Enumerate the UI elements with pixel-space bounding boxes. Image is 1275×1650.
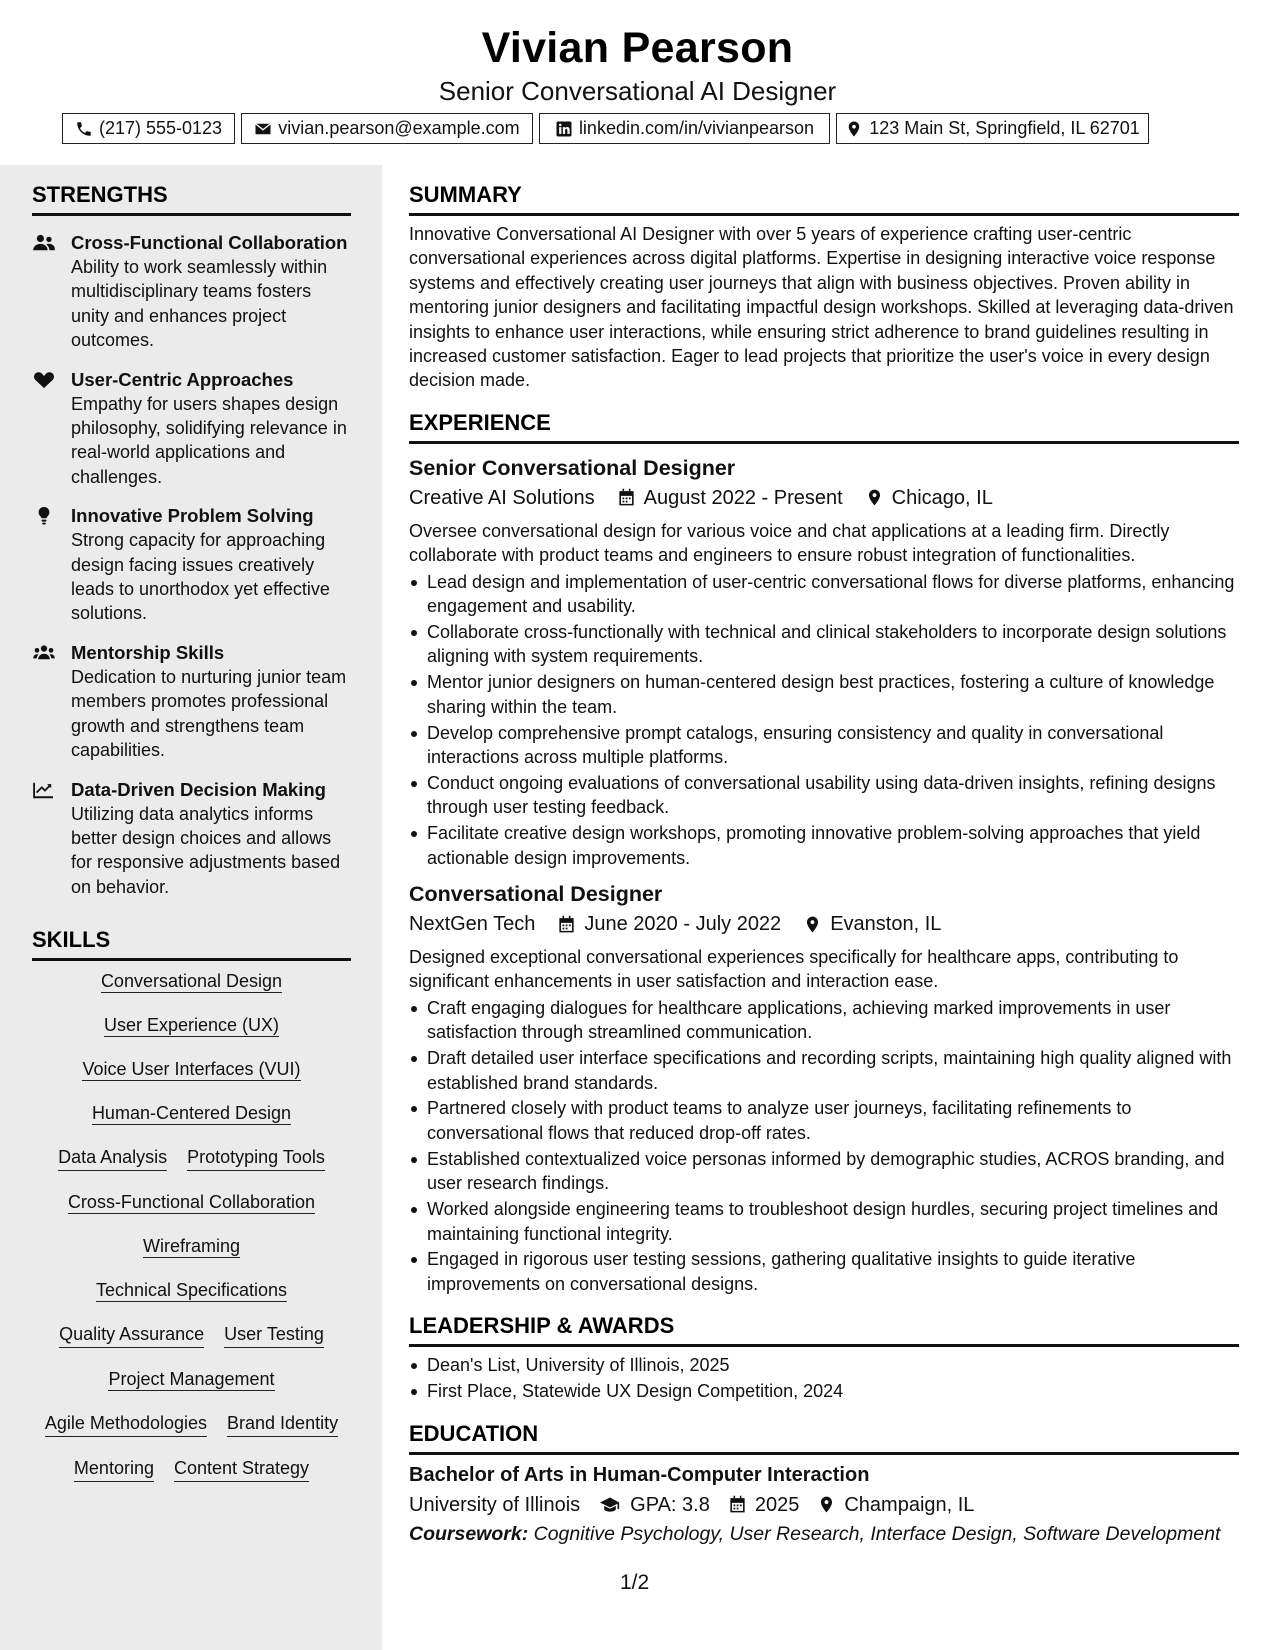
graduation-cap-icon	[598, 1495, 622, 1515]
strength-desc: Utilizing data analytics informs better design choices and allows for responsive adjustments based on behavior.	[71, 803, 341, 897]
job-description: Oversee conversational design for various voice and chat applications at a leading firm. Directly collaborate with product teams and engineers to ensure robust integration of functionalities.	[409, 520, 1170, 566]
strength-item	[32, 778, 351, 900]
list-item: Craft engaging dialogues for healthcare applications, achieving marked improvements in user satisfaction through streamlined communication.	[409, 996, 1239, 1045]
list-item: Develop comprehensive prompt catalogs, ensuring consistency and quality in conversational interactions across multiple platforms.	[409, 721, 1239, 770]
job-location: Evanston, IL	[830, 913, 942, 936]
skill-tag: Agile Methodologies	[45, 1411, 207, 1437]
skill-row	[32, 1101, 351, 1126]
list-item: Facilitate creative design workshops, promoting innovative problem-solving approaches that yield actionable design improvements.	[409, 821, 1239, 870]
skills-list	[32, 969, 351, 1501]
resume-header	[0, 22, 1275, 108]
skill-row	[32, 1367, 351, 1392]
contact-phone-text: (217) 555-0123	[98, 118, 223, 138]
skill-tag: Quality Assurance	[59, 1322, 204, 1348]
strength-title: Innovative Problem Solving	[71, 505, 314, 527]
list-item: Lead design and implementation of user-centric conversational flows for diverse platforms, enhancing engagement and usability.	[409, 570, 1239, 619]
contact-address-text: 123 Main St, Springfield, IL 62701	[869, 118, 1140, 138]
job-location: Chicago, IL	[891, 486, 993, 509]
skill-row	[32, 1190, 351, 1215]
education-meta	[409, 1490, 1239, 1520]
main-content	[409, 165, 1239, 1548]
strength-desc: Dedication to nurturing junior team members promotes professional growth and strengthens team capabilities.	[71, 666, 347, 761]
skill-tag: User Experience (UX)	[103, 1015, 280, 1035]
list-item: First Place, Statewide UX Design Competition, 2024	[409, 1379, 1239, 1403]
skill-tag: Voice User Interfaces (VUI)	[82, 1059, 301, 1079]
strengths-section	[32, 182, 351, 899]
envelope-icon	[254, 120, 272, 138]
job-bullets	[409, 570, 1239, 870]
list-item: Dean's List, University of Illinois, 2025	[409, 1353, 1239, 1377]
strength-item	[32, 641, 351, 763]
location-pin-icon	[817, 1495, 836, 1514]
skills-heading: SKILLS	[32, 927, 351, 961]
strength-item	[32, 368, 351, 490]
job-bullets	[409, 996, 1239, 1296]
group-icon	[33, 644, 55, 662]
skill-tag: Conversational Design	[100, 971, 283, 991]
strength-item	[32, 504, 351, 626]
summary-heading: SUMMARY	[409, 182, 1239, 216]
coursework-list: Cognitive Psychology, User Research, Interface Design, Software Development	[533, 1522, 1221, 1545]
job-entry	[409, 454, 1239, 870]
skill-tag: Cross-Functional Collaboration	[67, 1192, 316, 1212]
strength-desc: Ability to work seamlessly within multidisciplinary teams fosters unity and enhances project outcomes.	[71, 257, 328, 351]
skill-tag: Wireframing	[142, 1236, 240, 1256]
skill-tag: Human-Centered Design	[91, 1103, 292, 1123]
strength-title: Cross-Functional Collaboration	[71, 232, 348, 253]
calendar-icon	[557, 915, 576, 934]
location-pin-icon	[865, 488, 884, 507]
skill-row	[32, 1013, 351, 1038]
candidate-title: Senior Conversational AI Designer	[438, 76, 837, 106]
contact-email[interactable]	[241, 113, 533, 144]
job-meta	[409, 909, 1239, 939]
chart-line-icon	[33, 781, 55, 799]
awards-section	[409, 1313, 1239, 1403]
skill-row	[32, 1278, 351, 1303]
skill-tag: Content Strategy	[174, 1456, 309, 1482]
calendar-icon	[728, 1495, 747, 1514]
list-item: Engaged in rigorous user testing sessions, gathering qualitative insights to guide iterative improvements on conversational designs.	[409, 1247, 1239, 1296]
strength-title: User-Centric Approaches	[71, 368, 294, 390]
list-item: Partnered closely with product teams to analyze user journeys, facilitating refinements to conversational flows that reduced drop-off rates.	[409, 1096, 1239, 1145]
list-item: Draft detailed user interface specifications and recording scripts, maintaining high quality aligned with established brand standards.	[409, 1046, 1239, 1095]
heart-icon	[33, 371, 55, 389]
job-description: Designed exceptional conversational experiences specifically for healthcare apps, contributing to significant enhancements in user satisfaction and interaction ease.	[409, 947, 1179, 992]
list-item: Conduct ongoing evaluations of conversational usability using data-driven insights, refining designs through user testing feedback.	[409, 771, 1239, 820]
coursework-label: Coursework:	[409, 1522, 529, 1545]
skill-tag: Mentoring	[74, 1456, 154, 1482]
skill-tag: Technical Specifications	[95, 1280, 288, 1300]
experience-section	[409, 410, 1239, 1296]
list-item: Established contextualized voice personas informed by demographic studies, ACROS branding, and user research findings.	[409, 1147, 1239, 1196]
skill-tag: Project Management	[108, 1369, 275, 1389]
job-dates: June 2020 - July 2022	[584, 913, 782, 936]
summary-text: Innovative Conversational AI Designer with over 5 years of experience crafting user-centric conversational experiences across digital platforms. Expertise in designing interactive voice response systems and effectively creating user journeys that align with business objectives. Proven ability in mentoring junior designers and facilitating impactful design workshops. Skilled at leveraging data-driven insights to enhance user interactions, while ensuring strict adherence to brand guidelines resulting in increased customer satisfaction. Eager to lead projects that prioritize the user's voice in every design decision made.	[409, 224, 1234, 391]
strength-item	[32, 231, 351, 353]
location-pin-icon	[845, 120, 863, 138]
job-company: NextGen Tech	[409, 913, 536, 936]
education-heading: EDUCATION	[409, 1421, 1239, 1455]
degree-title: Bachelor of Arts in Human-Computer Interaction	[409, 1463, 870, 1486]
school-name: University of Illinois	[409, 1493, 581, 1516]
page-number: 1/2	[620, 1571, 650, 1594]
contact-bar	[62, 113, 1212, 145]
calendar-icon	[617, 488, 636, 507]
education-section	[409, 1421, 1239, 1548]
linkedin-icon	[555, 120, 573, 138]
skill-tag: User Testing	[224, 1322, 324, 1348]
strength-desc: Empathy for users shapes design philosophy, solidifying relevance in real-world applications and challenges.	[71, 393, 347, 487]
job-meta	[409, 483, 1239, 513]
list-item: Worked alongside engineering teams to troubleshoot design hurdles, securing project timelines and maintaining functional integrity.	[409, 1197, 1239, 1246]
job-entry	[409, 880, 1239, 1296]
skill-tag: Data Analysis	[58, 1145, 167, 1171]
job-title: Conversational Designer	[409, 882, 663, 907]
skill-row	[32, 1057, 351, 1082]
location-pin-icon	[803, 915, 822, 934]
strengths-heading: STRENGTHS	[32, 182, 351, 216]
job-dates: August 2022 - Present	[643, 486, 843, 509]
contact-linkedin[interactable]	[539, 113, 830, 144]
contact-address	[836, 113, 1149, 144]
candidate-name: Vivian Pearson	[481, 24, 794, 72]
list-item: Collaborate cross-functionally with technical and clinical stakeholders to incorporate design solutions aligning with system requirements.	[409, 620, 1239, 669]
contact-email-text: vivian.pearson@example.com	[278, 118, 520, 138]
education-location: Champaign, IL	[844, 1493, 975, 1516]
job-company: Creative AI Solutions	[409, 486, 595, 509]
summary-section	[409, 182, 1239, 393]
coursework	[409, 1520, 1239, 1548]
strength-title: Data-Driven Decision Making	[71, 778, 326, 800]
awards-heading: LEADERSHIP & AWARDS	[409, 1313, 1239, 1347]
lightbulb-icon	[33, 507, 55, 525]
awards-list	[409, 1353, 1239, 1403]
contact-phone[interactable]	[62, 113, 235, 144]
strength-title: Mentorship Skills	[71, 641, 225, 663]
skills-section	[32, 927, 351, 1501]
skill-row	[32, 1234, 351, 1259]
skill-row	[32, 969, 351, 994]
sidebar	[0, 165, 382, 1650]
phone-icon	[75, 120, 93, 138]
list-item: Mentor junior designers on human-centered design best practices, fostering a culture of knowledge sharing within the team.	[409, 670, 1239, 719]
skill-tag: Prototyping Tools	[187, 1145, 325, 1171]
experience-heading: EXPERIENCE	[409, 410, 1239, 444]
users-icon	[33, 234, 55, 252]
contact-linkedin-text: linkedin.com/in/vivianpearson	[578, 118, 815, 138]
gpa: GPA: 3.8	[630, 1493, 710, 1516]
strength-desc: Strong capacity for approaching design facing issues creatively leads to unorthodox yet effective solutions.	[71, 530, 330, 624]
job-title: Senior Conversational Designer	[409, 455, 736, 480]
skill-tag: Brand Identity	[227, 1411, 338, 1437]
graduation-year: 2025	[754, 1493, 800, 1516]
